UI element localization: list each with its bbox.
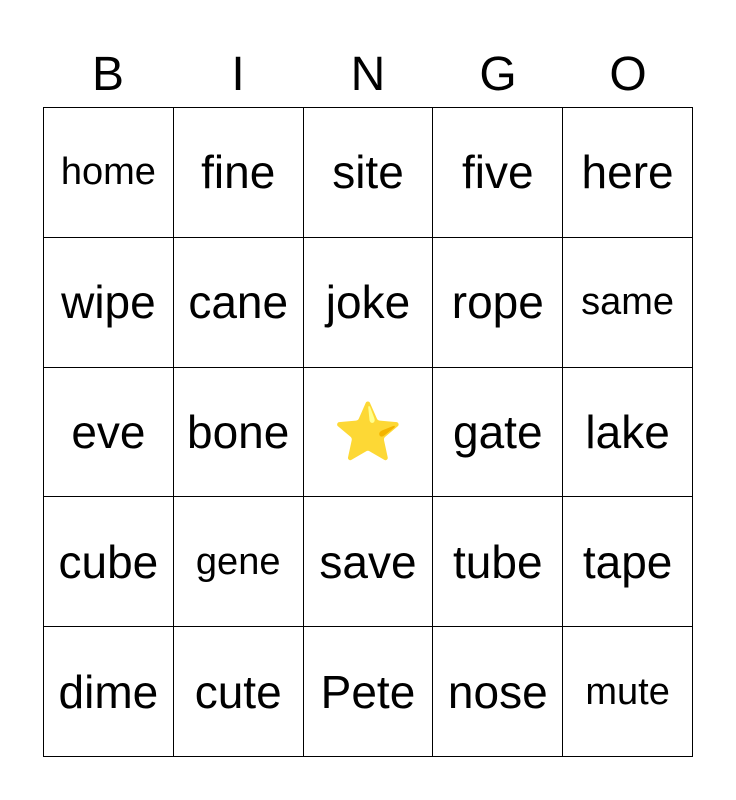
bingo-header bbox=[43, 42, 693, 108]
header-letter-n: N bbox=[350, 48, 386, 101]
bingo-cell bbox=[433, 238, 563, 368]
cell-word: gene bbox=[195, 540, 281, 583]
cell-word: lake bbox=[585, 405, 670, 458]
cell-word: mute bbox=[585, 670, 670, 713]
cell-word: cane bbox=[188, 276, 289, 329]
cell-word: tape bbox=[582, 535, 673, 588]
bingo-cell bbox=[174, 108, 304, 238]
cell-word: here bbox=[581, 146, 674, 199]
cell-word: wipe bbox=[61, 276, 156, 329]
bingo-cell bbox=[563, 368, 693, 498]
cell-word: dime bbox=[58, 665, 159, 718]
bingo-cell bbox=[44, 108, 174, 238]
cell-word: fine bbox=[201, 146, 276, 199]
bingo-cell bbox=[563, 627, 693, 757]
cell-word: bone bbox=[187, 405, 290, 458]
cell-word: rope bbox=[451, 276, 544, 329]
header-letter-o: O bbox=[609, 48, 647, 101]
bingo-card bbox=[43, 107, 693, 757]
bingo-cell bbox=[433, 497, 563, 627]
bingo-cell bbox=[433, 627, 563, 757]
header-letter-b: B bbox=[91, 48, 124, 101]
bingo-cell bbox=[304, 627, 434, 757]
free-space-cell bbox=[304, 368, 434, 498]
bingo-cell bbox=[433, 108, 563, 238]
bingo-cell bbox=[44, 368, 174, 498]
bingo-cell bbox=[304, 238, 434, 368]
header-letter-g: G bbox=[479, 48, 517, 101]
cell-word: joke bbox=[325, 276, 411, 329]
bingo-cell bbox=[44, 627, 174, 757]
bingo-cell bbox=[304, 108, 434, 238]
bingo-cell bbox=[563, 497, 693, 627]
cell-word: five bbox=[461, 146, 534, 199]
cell-word: cute bbox=[194, 665, 282, 718]
bingo-cell bbox=[433, 368, 563, 498]
bingo-cell bbox=[44, 497, 174, 627]
cell-word: cube bbox=[58, 535, 159, 588]
cell-word: same bbox=[581, 281, 675, 324]
bingo-cell bbox=[174, 627, 304, 757]
bingo-cell bbox=[44, 238, 174, 368]
cell-word: tube bbox=[453, 535, 543, 588]
bingo-cell bbox=[174, 368, 304, 498]
bingo-cell bbox=[174, 238, 304, 368]
cell-word: home bbox=[60, 151, 156, 194]
bingo-cell bbox=[563, 238, 693, 368]
cell-word: eve bbox=[71, 405, 146, 458]
bingo-cell bbox=[304, 497, 434, 627]
bingo-cell bbox=[174, 497, 304, 627]
cell-word: Pete bbox=[320, 665, 416, 718]
bingo-cell bbox=[563, 108, 693, 238]
cell-word: nose bbox=[447, 665, 548, 718]
header-letter-i: I bbox=[231, 48, 245, 101]
cell-word: save bbox=[319, 535, 417, 588]
star-icon: ⭐ bbox=[333, 399, 403, 463]
cell-word: site bbox=[332, 146, 404, 199]
cell-word: gate bbox=[453, 405, 543, 458]
